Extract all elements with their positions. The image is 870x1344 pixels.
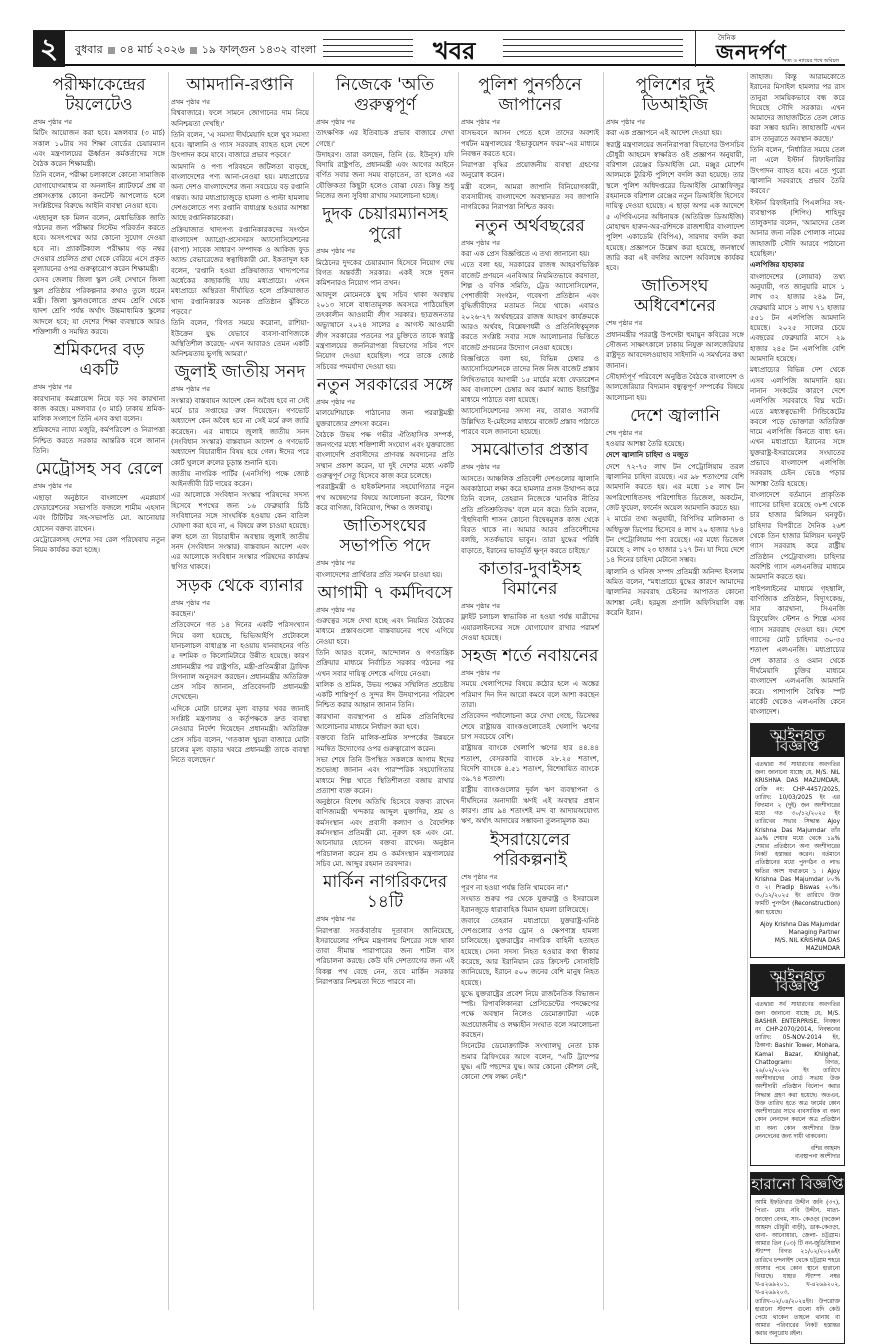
signature-line: ব্যবস্থাপনা অংশীদার (794, 1153, 840, 1160)
article-headline: পুলিশের দুই ডিআইজি (635, 75, 715, 115)
article-paragraph: মালয়েশিয়াকে পাঠানোর জন্য পররাষ্ট্রমন্ত্রী যুক্তরাজ্যের প্রশংসা করেন। (316, 409, 454, 428)
article-paragraph: সংস্কার) বাস্তবায়ন আদেশ কেন অবৈধ হবে না সেই মর্মে চার সপ্তাহের রুল দিয়েছেন। গণভোট অধ্যাদেশ কেন অবৈধ হবে না সেই মর্মে রুল জারি করেছেন। এর মাধ্যমে জুলাই জাতীয় সনদ (সংবিধান সংস্কার) বাস্তবায়ন আদেশ ও গণভোট অধ্যাদেশ বিচারাধীন বিষয় হয়ে গেল। ঈদের পরে কোর্ট খুললে রুলের চূড়ান্ত শুনানি হবে। (171, 396, 309, 467)
article-kicker: প্রথম পৃষ্ঠার পর (316, 397, 355, 406)
article-paragraph: ইস্টার্ন রিফাইনারি পিএলসির সহ-ব্যবস্থাপক (শিপিং) শাহিদুর তালুকদার বলেন, 'আমাদের তেল আনার জন্য নরিক পোলাক নামের জাহাজটি সৌদি আরবে পাঠানো হয়েছিল।' (750, 198, 845, 259)
article-paragraph: মিঠেনের দুদকের চেয়ারম্যান হিসেবে নিয়োগ দেয় বিগত অন্তর্বর্তী সরকার। একই সঙ্গে দুজন কমিশনারও নিয়োগ পান তখন। (316, 258, 454, 288)
article-paragraph: মালিক ও শ্রমিক, উভয় পক্ষের সম্মিলিত প্রচেষ্টায় একটি শান্তিপূর্ণ ও সুন্দর ঈদ উদযাপনের পরিবেশ নিশ্চিত করার আহ্বান জানান তিনি। (316, 680, 454, 710)
article-paragraph: এতে বলা হয়, সরকারের রাজস্ব আহরণভিত্তিক বাজেট প্রণয়নে এনবিআর নিয়মিতভাবে করদাতা, শিল্প ও বণিক সমিতি, ট্রেড অ্যাসোসিয়েশন, পেশাজীবী সংগঠন, গবেষণা প্রতিষ্ঠান এবং বুদ্ধিজীবীদের মতামত নিয়ে থাকে। এবারও ২০২৬-২৭ অর্থবছরের রাজস্ব আহরণ কার্যক্রমকে আরও অর্থবহ, বিশ্লেষণধর্মী ও প্রতিনিধিত্বমূলক করতে সংশ্লিষ্ট সবার সঙ্গে আলোচনার ভিত্তিতে বাজেট প্রণয়নের উদ্যোগ নেওয়া হয়েছে। (461, 261, 599, 352)
article-paragraph: বৈঠকে উভয় পক্ষ গভীর ঐতিহাসিক সম্পর্ক, জনগণের মধ্যে শক্তিশালী সংযোগ এবং যুক্তরাজ্যে বাংলাদেশি প্রবাসীদের প্রাণবন্ত অবদানের প্রতি সম্মান প্রকাশ করেন, যা দুই দেশের মধ্যে একটি গুরুত্বপূর্ণ সেতু হিসেবে কাজ করে চলেছে। (316, 430, 454, 481)
date-english: ০৪ মার্চ ২০২৬ (119, 43, 185, 56)
article-paragraph: পূরণ না হওয়া পর্যন্ত তিনি থামবেন না।" (461, 883, 569, 892)
article (606, 276, 744, 402)
article (316, 375, 454, 513)
article-paragraph: বাসভবনে আসন পেতে হলে তাদের অবশ্যই পর্যটন মন্ত্রণালয়ের 'ইভাকুয়েশন ফরম'-এর মাধ্যমে নিবন্ধন করতে হবে। (461, 129, 599, 158)
article (461, 440, 599, 556)
article-kicker: শেষ পৃষ্ঠার পর (606, 428, 643, 437)
decorative-rules (503, 39, 683, 57)
article-paragraph: শ্রমিকদের ন্যায্য মজুরি, কর্মপরিবেশ ও নিরাপত্তা নিশ্চিত করতে সরকার আন্তরিক বলে জানান তিনি। (33, 426, 165, 456)
column-6 (750, 72, 845, 1338)
article-paragraph: সিনেটের ডেমোক্র্যাটিক সংখ্যালঘু নেতা চাক শুমার ব্রিফিংয়ের আগে বলেন, "এটি ট্রাম্পের যুদ্ধ। এটি পছন্দের যুদ্ধ। আর কোনো কৌশল নেই, কোনো শেষ লক্ষ্য নেই।" (461, 1042, 599, 1082)
article-paragraph: তাৎক্ষণিক এর ইতিবাচক প্রভাব বাজারে দেখা গেছে।' (316, 129, 454, 148)
logo-small-text: দৈনিক (718, 34, 736, 42)
logo-tagline: সত্য ও ন্যায়ের পথে অবিচল (783, 58, 839, 64)
article-headline: পরীক্ষাকেন্দ্রের টয়লেটেও (52, 75, 146, 115)
separator-square-icon (190, 47, 197, 54)
article (461, 646, 599, 826)
article-kicker: প্রথম পৃষ্ঠার পর (171, 98, 210, 106)
article-paragraph: এছাড়া অনুষ্ঠানে বাংলাদেশ এমপ্লয়ার্স ফেডারেশনের সভাপতি ফজলে শামীম এহসান এবং টিটিটির সহ-সভাপতি মো. আনোয়ার হোসেন বক্তব্য রাখেন। (33, 493, 165, 533)
article-paragraph: করা এক প্রেস বিজ্ঞপ্তিতে এ তথ্য জানানো হয়। (461, 249, 590, 258)
notice-box (750, 723, 845, 957)
notice-title: আইনগত বিজ্ঞপ্তি (751, 965, 844, 998)
article (33, 75, 165, 337)
article-headline: মার্কিন নাগরিকদের ১৪টি (322, 872, 448, 913)
date-bangla: ১৯ ফাল্গুন ১৪৩২ বাংলা (201, 43, 317, 56)
article-paragraph: পররাষ্ট্রমন্ত্রী ও হাইকমিশনার সহযোগিতার নতুন পথ অন্বেষণের বিষয়ে আলোচনা করেন, বিশেষ করে বাণিজ্য, বিনিয়োগ, শিক্ষা ও জলবায়ু। (316, 483, 454, 512)
article (606, 406, 744, 618)
article (461, 559, 599, 643)
article-paragraph: তিনি বলেন, 'এ সমস্যা দীর্ঘমেয়াদি হলে খুব সমস্যা হবে। জ্বালানি ও গ্যাস সরবরাহ ব্যাহত হলে দেশে উৎপাদন কমে যাবে। বাজারে প্রভাব পড়বে।' (171, 130, 309, 160)
article-paragraph: তিনি বলেন, পরীক্ষা চলাকালে কোনো সামাজিক যোগাযোগমাধ্যম বা অনলাইন প্ল্যাটফর্মে প্রশ্ন বা প্রশ্নসংক্রান্ত কোনো কনটেন্ট আপলোড হলে সংশ্লিষ্টদের বিরুদ্ধে আইনি ব্যবস্থা নেওয়া হবে। (33, 171, 165, 211)
article-paragraph: দেশে ৭২-৭৫ লাখ টন পেট্রোলিয়াম তরল জ্বালানির চাহিদা রয়েছে। এর ৯৮ শতাংশের বেশি আমদানি করতে হয়। এর মধ্যে ১৫ লাখ টন অপরিশোধিতসহ পরিশোধিত ডিজেল, অকটেন, জেট ফুয়েল, ফার্নেস অয়েল আমদানি করতে হয়। (606, 462, 744, 512)
article-paragraph: প্রতিবেদনে গত ১৪ দিনের একটি পরিসংখ্যান দিয়ে বলা হয়েছে, ভিভিআইপি প্রটোকলে যানচলাচল বাধাগ্রস্ত না হওয়ায় যানবাহনের গতি ৫ দশমিক ৩ কিলোমিটারে উন্নীত হয়েছে। কারণ প্রধানমন্ত্রীর পর রাষ্ট্রপতি, মন্ত্রী-প্রতিমন্ত্রীরা ট্রাফিক সিগন্যাল অনুসরণ করছেন। প্রধানমন্ত্রীর অতিরিক্ত প্রেস সচিব জানান, প্রতিবেদনটি প্রধানমন্ত্রী দেখেছেন। (171, 621, 309, 702)
article-paragraph: আবদুল মোমেনকে যুগ্ম সচিব থাকা অবস্থায় ২০১৩ সালে বাধ্যতামূলক অবসরে পাঠিয়েছিল তৎকালীন আওয়ামী লীগ সরকার। ছাত্রজনতার অভ্যুত্থানে ২০২৪ সালের ৫ আগস্ট আওয়ামী লীগ সরকারের পতনের পর চুক্তিতে তাকে স্বরাষ্ট্র মন্ত্রণালয়ের জননিরাপত্তা বিভাগের সচিব পদে নিয়োগ দেওয়া হয়েছিল। পরে তাকে জ্যেষ্ঠ সচিবের পদমর্যাদা দেওয়া হয়। (316, 290, 454, 371)
article-headline: সহজ শর্তে নবায়নের (461, 646, 599, 667)
article-paragraph: আসতে। আঞ্চলিক প্রতিবেশী দেশগুলোর জ্বালানি অবকাঠামো লক্ষ্য করে হামলার প্রসঙ্গ উত্থাপন করে তিনি বলেন, তেহরান নিজেকে 'মানবিক নীতির প্রতি প্রতিশ্রুতিবদ্ধ' বলে মনে করে। তিনি বলেন, 'ইহুদিবাদী শাসন কোনো বিদ্বেষমূলক কাজ থেকে বিরত থাকে না। আমার আরব প্রতিবেশীদের বলছি, সতর্কভাবে ভাবুন। তারা যুদ্ধের পরিধি বাড়াতে, ইরানের ভাবমূর্তি ক্ষুণ্ন করতে চাইছে।' (461, 474, 599, 555)
article-paragraph: কারখানা ব্যবস্থাপনা ও শ্রমিক প্রতিনিধিদের আলোচনার মাধ্যমে নির্ধারণ করা হবে। (316, 712, 454, 732)
signature-line: বশির আহমদ (810, 1145, 840, 1152)
article-headline: দুদক চেয়ারম্যানসহ পুরো (322, 204, 448, 245)
column-1 (33, 72, 165, 1310)
article-kicker: প্রথম পৃষ্ঠার পর (461, 463, 500, 472)
article-paragraph: প্রতিবেদন পর্যালোচনা করে দেখা গেছে, ডিসেম্বর শেষে রাষ্ট্রায়ত্ত ব্যাংকগুলোতেই খেলাপি ঋণের চাপ সবচেয়ে বেশি। (461, 712, 599, 741)
article-paragraph: মিটিং আয়োজন করা হবে। মঙ্গলবার (৩ মার্চ) সকাল ১০টায় সব শিক্ষা বোর্ডের চেয়ারম্যান এবং মন্ত্রণালয়ের ঊর্ধ্বতন কর্মকর্তাদের সঙ্গে বৈঠক করেন শিক্ষামন্ত্রী। (33, 129, 165, 169)
article-kicker: প্রথম পৃষ্ঠার পর (461, 118, 500, 126)
article-paragraph: এদিকে মোটা চালের মূল্য বাড়ার খবর জানাই সংশ্লিষ্ট মন্ত্রণালয় ও কর্তৃপক্ষকে দ্রুত ব্যবস্থা নেওয়ার নির্দেশ দিয়েছেন প্রধানমন্ত্রী। অতিরিক্ত প্রেস সচিব বলেন, 'গতকাল খুচরা বাজারে মোটা চালের মূল্য বাড়ার খবরে প্রধানমন্ত্রী তাকে ব্যবস্থা নিতে বলেছেন।' (171, 704, 309, 765)
article-kicker: প্রথম পৃষ্ঠার পর (316, 605, 355, 614)
notice-signature (751, 921, 844, 957)
notice-box (750, 964, 845, 1166)
article-headline: পুলিশ পুনর্গঠনে জাপানের (478, 75, 582, 115)
article-paragraph: নিরাপত্তা বৃদ্ধির প্রয়োজনীয় ব্যবস্থা গ্রহণের অনুরোধ করেন। (461, 161, 599, 180)
article-headline: নতুন সরকারের সঙ্গে (316, 374, 454, 395)
notice-title: হারানো বিজ্ঞপ্তি (751, 1173, 844, 1195)
article-paragraph: উদাহরণ। তারা বলছেন, তিনি (ড. ইউনূস) যদি বিদায়ি রাষ্ট্রপতি, প্রধানমন্ত্রী এবং আগের আইনে বর্ণিত সবার জন্য সময় বাড়াতেন, তা হলেও এর যৌক্তিকতা কিছুটা হলেও বোঝা যেত। কিন্তু শুধু নিজের জন্য সুবিধা রাখায় সমালোচনা হচ্ছে। (316, 150, 454, 201)
article-paragraph: এহছানুল হক মিলন বলেন, মেধাভিত্তিক জাতি গঠনের জন্য পরীক্ষার সিস্টেম পরিবর্তন করতে হবে। অসৎপথের আর কোনো সুযোগ দেওয়া হবে না। প্র্যাকটিক্যাল পরীক্ষায় গড় নম্বর দেওয়ার প্রচলিত প্রথা থেকে বেরিয়ে এসে প্রকৃত মূল্যায়নের ওপর গুরুত্বারোপ করেন শিক্ষামন্ত্রী। (33, 213, 165, 274)
article-kicker: প্রথম পৃষ্ঠার পর (316, 247, 355, 256)
article-paragraph: রাষ্ট্রায়ত্ত ব্যাংকে খেলাপি ঋণের হার ৪৪.৪৪ শতাংশ, বেসরকারি ব্যাংকে ২৮.২৫ শতাংশ, বিদেশি ব্যাংকে ৪.৫১ শতাংশ, বিশেষায়িত ব্যাংকে ৩৯.৭৪ শতাংশ। (461, 744, 599, 784)
column-2 (171, 72, 309, 1310)
article-kicker: প্রথম পৃষ্ঠার পর (461, 238, 500, 247)
article-kicker: প্রথম পৃষ্ঠার পর (461, 669, 500, 678)
article-paragraph: প্রক্রিয়াজাত খাদ্যপণ্য রপ্তানিকারকদের সংগঠন বাংলাদেশ অ্যাগ্রো-প্রসেসরস অ্যাসোসিয়েশনের (বাপা) সাবেক সাধারণ সম্পাদক ও আকিজ ফুড অ্যান্ড বেভারেজের স্বত্বাধিকারী মো. ইকতাদুল হক বলেন, 'রপ্তানি হওয়া প্রক্রিয়াজাত খাদ্যপণ্যের অর্ধেকের কাছাকাছি যায় মধ্যপ্রাচ্যে। এখন মধ্যপ্রাচ্যে অস্থিরতা দীর্ঘায়িত হলে প্রক্রিয়াজাত খাদ্য রপ্তানিকারক অনেক প্রতিষ্ঠান ঝুঁকিতে পড়বে।' (171, 225, 309, 316)
section-title: খবর (433, 36, 476, 65)
article-kicker: প্রথম পৃষ্ঠার পর (316, 118, 355, 126)
column-3 (316, 72, 454, 1310)
column-5 (606, 72, 744, 1310)
columns (33, 72, 845, 1338)
notice-body: আমি ইফতিখার উদ্দীন জনি (৩৭), পিতা- মোঃ নবি উদ্দীন, মাতা- জাহেদা বেগম, সাং- কেওড়া (ফজেল আহমদ চৌধুরী বাড়ী), ডাক-কেওড়া, থানা- আনোয়ারা, জেলা- চট্টগ্রাম। আমার তিন (০৩) টি নন-জুডিসিয়াল স্ট্যাম্প বিগত ২১/০২/২০২৬ইং তারিখে চন্দনাইশ থেকে চট্টগ্রাম শহরে আসার পথে কোন স্থানে হারানো গিয়াছে। যাহার স্ট্যাম্প নম্বর খ-৪২৬৯২০১, খ-৪২৬৯২০২, খ-৪২৬৯২০৩, তারিখ-০২/০৪/২০২৪ইং। উপরোক্ত হারানো স্ট্যাম্প গুলো যদি কেউ পেয়ে থাকেন তাহলে থানায় বা আমার পরিবারের নিকট হস্তান্তর করার অনুরোধ রইল। (755, 1200, 840, 1338)
article-kicker: প্রথম পৃষ্ঠার পর (461, 601, 500, 610)
article-paragraph: হওয়ার আশঙ্কা তৈরি হয়েছে। (606, 440, 685, 449)
article-headline: আগামী ৭ কর্মদিবসে (317, 582, 453, 603)
article-headline: জুলাই জাতীয় সনদ (174, 362, 306, 383)
article-kicker: প্রথম পৃষ্ঠার পর (316, 559, 355, 568)
article-kicker: শেষ পৃষ্ঠার পর (606, 319, 643, 328)
article-paragraph: তিনি বলেন, 'নির্ধারিত সময়ে তেল না এলে ইস্টার্ন রিফাইনারির উৎপাদন ব্যাহত হবে। এতে পুরো জ্বালানি সরবরাহে প্রভাব তৈরি করবে।' (750, 146, 845, 196)
article-headline: কাতার-দুবাইসহ বিমানের (479, 558, 581, 599)
article (171, 75, 309, 359)
signature-line: Managing Partner (788, 929, 840, 936)
article-paragraph: মধ্যপ্রাচ্যের বিভিন্ন দেশ থেকে এসব এলপিজি আমদানি হয়। নানান সংকটের কারণে দেশে এলপিজি সরবরাহে বিঘ্ন ঘটে। এতে মধ্যস্বত্বভোগী সিন্ডিকেটের কবলে পড়ে ভোক্তারা অতিরিক্ত দামে এলপিজি কিনতে বাধ্য হন। এখন মধ্যপ্রাচ্যে ইরানের সঙ্গে যুক্তরাষ্ট্র-ইসরায়েলের সংঘাতের প্রভাবে বাংলাদেশ এলপিজি সরবরাহ চেইন ভেঙে পড়ার আশঙ্কা তৈরি হয়েছে। (750, 366, 845, 488)
article-kicker: প্রথম পৃষ্ঠার পর (171, 385, 210, 394)
article-paragraph: জাতীয় নাগরিক পার্টির (এনসিপি) পক্ষে জ্যেষ্ঠ আইনজীবী রিট দায়ের করেন। (171, 469, 309, 489)
article-kicker: প্রথম পৃষ্ঠার পর (33, 482, 72, 491)
article-subhead: এলপিজির হাহাকার (750, 261, 805, 270)
dateline (75, 41, 316, 60)
article-paragraph: রাষ্ট্রীয় ব্যাংকগুলোর দুর্বল ঋণ ব্যবস্থাপনা ও দীর্ঘদিনের অনাদায়ী ঋণই এই অবস্থার প্রধান কারণ। প্রায় ৯৪ শতাংশই মন্দ বা আদায়অযোগ্য ঋণ, অর্থাৎ আদায়ের সম্ভাবনা তুলনামূলক কম। (461, 786, 599, 826)
article-headline: জাতিসংঘের সভাপতি পদে (339, 516, 431, 557)
newspaper-page (33, 30, 845, 1338)
article-paragraph: স্বরাষ্ট্র মন্ত্রণালয়ের জননিরাপত্তা বিভাগের উপসচিব চৌধুরী আহমেদ স্বাক্ষরিত ওই প্রজ্ঞাপন অনুযায়ী, বরিশাল রেঞ্জের ডিআইজি মো. মঞ্জুর মোর্শেদ আলমকে ট্যুরিস্ট পুলিশে বদলি করা হয়েছে। তার স্থলে পুলিশ অধিদপ্তরের ডিআইজি মোস্তাফিজুর রহমানকে বরিশাল রেঞ্জের নতুন ডিআইজি হিসেবে দায়িত্ব দেওয়া হয়েছে। এ ছাড়া অপর এক আদেশে ৫ এপিবিএনের অধিনায়ক (অতিরিক্ত ডিআইজি) মোহাম্মদ হারুন-অর-রশিদকে রাজশাহীর বাংলাদেশ পুলিশ একাডেমি (বিপিএ), সারদায় বদলি করা হয়েছে। প্রজ্ঞাপনে উল্লেখ করা হয়েছে, জনস্বার্থে জারি করা এই বদলির আদেশ অবিলম্বে কার্যকর হবে। (606, 140, 744, 273)
article-kicker: প্রথম পৃষ্ঠার পর (33, 383, 72, 392)
article-headline: সড়ক থেকে ব্যানার (176, 575, 304, 596)
notice-box (750, 1172, 845, 1344)
article-paragraph: নিরাপত্তা সতর্কবার্তায় দূতাবাস জানিয়েছে, ইসরায়েলের পশ্চিম মন্ত্রণালয় মিশরের সঙ্গে থাকা তাবা সীমান্ত পারাপারের জন্য শাটল বাস পরিচালনা করছে। কেউ যদি দেশত্যাগের জন্য এই বিকল্প পথ বেছে নেন, তবে মার্কিন সরকার নিরাপত্তার নিশ্চয়তা দিতে পারবে না। (316, 926, 454, 986)
article-paragraph: অ্যাসোসিয়েশনের সদস্য নয়, তারাও সরাসরি উল্লিখিত ই-মেইলের মাধ্যমে বাজেট প্রস্তাব পাঠাতে পারবে বলে জানানো হয়েছে। (461, 407, 600, 437)
article-paragraph: ২ মার্চের তথ্য অনুযায়ী, বিপিসির মালিকানা ও অধিভুক্ত ডিপোর হিসেবে ৪ লাখ ২০ হাজার ৭৮৪ টন পেট্রোলিয়াম পণ্য রয়েছে। এর মধ্যে ডিজেল রয়েছে ২ লাখ ২৩ হাজার ১২৭ টন। যা দিয়ে দেশে ১৪ দিনের চাহিদা মেটানো সম্ভব। (606, 515, 744, 565)
article-paragraph: জ্বালানি ও খনিজ সম্পদ প্রতিমন্ত্রী অনিন্দ্য ইসলাম অমিত বলেন, "মধ্যপ্রাচ্যে যুদ্ধের কারণে আমাদের জ্বালানির সরবরাহ চেইনের আপাতত কোনো আশঙ্কা নেই। হরমুজ প্রণালি অফিসিয়ালি বন্ধ করেনি ইরান। (606, 567, 744, 617)
article (171, 362, 309, 572)
article-paragraph: জাহাজ। কিন্তু আরামকোতে ইরানের মিসাইল হামলার পর রাস তানুরা সাময়িকভাবে বন্ধ করে দিয়েছে সৌদি সরকার। এখন আমাদের জাহাজটিতে তেল লোড করা সম্ভব হয়নি। জাহাজটি এখন রাস তানুরাতে অবস্থান করছে।' (750, 73, 845, 143)
article-paragraph: মেট্রোরেলসহ দেশের সব রেল পরিষেবায় নতুন নিয়ম কার্যকর করা হচ্ছে। (33, 535, 165, 555)
article-paragraph: যুদ্ধে যুক্তরাষ্ট্রের প্রবেশ নিয়ে রাজনৈতিক বিভাজন স্পষ্ট। রিপাবলিকানরা প্রেসিডেন্টের পদক্ষেপের পক্ষে অবস্থান নিলেও ডেমোক্র্যাটরা একে অপ্রয়োজনীয় ও লক্ষ্যহীন সংঘাত বলে সমালোচনা করছেন। (461, 989, 599, 1040)
article-subhead: দেশে জ্বালানি চাহিদা ও মজুত (606, 451, 689, 460)
newspaper-logo (695, 31, 845, 67)
article-kicker: প্রথম পৃষ্ঠার পর (33, 118, 72, 126)
page-number: ২ (33, 31, 65, 67)
article-paragraph: বাংলাদেশের (লোয়াব) তথ্য অনুযায়ী, গত জানুয়ারি মাসে ১ লাখ ৩২ হাজার ২৪৯ টন, ফেব্রুয়ারি মাসে ১ লাখ ৭১ হাজার ৫৫১ টন এলপিজি আমদানি হয়েছে। ২০২৫ সালের চেয়ে এবছরের ফেব্রুয়ারি মাসে ২৯ হাজার ২৪৫ টন এলপিজি বেশি আমদানি হয়েছে। (750, 272, 845, 364)
article-paragraph: সভা শেষে তিনি উপস্থিত সকলকে আগাম ঈদের শুভেচ্ছা জানান এবং পারস্পরিক সহযোগিতার মাধ্যমে শিল্প খাতে স্থিতিশীলতা বজায় রাখার প্রত্যাশা ব্যক্ত করেন। (316, 755, 454, 795)
article-paragraph: করছেন।' (171, 610, 196, 619)
article-paragraph: বাংলাদেশে বর্তমানে প্রাকৃতিক গ্যাসের চাহিদা রয়েছে ৩৮শ থেকে চার হাজার মিলিয়ন ঘনফুট। চাহিদার বিপরীতে দৈনিক ২৬শ থেকে তিন হাজার মিলিয়ন ঘনফুট গ্যাস সরবরাহ করে রাষ্ট্রীয় প্রতিষ্ঠান পেট্রোবাংলা। চাহিদার অবশিষ্ট গ্যাস এলএনজির মাধ্যমে আমদানি করতে হয়। (750, 490, 845, 582)
article (750, 72, 845, 717)
article-headline: আমদানি-রপ্তানি (186, 75, 294, 95)
article-paragraph: জবাবে তেহরান মধ্যপ্রাচ্যে যুক্তরাষ্ট্র-ঘনিষ্ঠ দেশগুলোর ওপর ড্রোন ও ক্ষেপণাস্ত্র হামলা চালিয়েছে। যুক্তরাষ্ট্রের নাগরিক বাহিনী হতাহত হয়েছে। সেনা সদস্য নিহত হওয়ার কথা স্বীকার করেছে, আর ইরানিয়ান রেড ক্রিসেন্ট সোসাইটি জানিয়েছে, ইরানে ৫০০ জনের বেশি মানুষ নিহত হয়েছে। (461, 916, 599, 987)
article (606, 75, 744, 273)
notice-body: এতদ্বারা সর্ব সাধারণের অবগতির জন্য জানানো যাচ্ছে যে, M/S. NIL KRISHNA DAS MAZUMDAR, রেজি নং: CHP-4457/2025, তারিখ: 10/03/2025 ইং এর বিদ্যমান ২ (দুই) জন অংশীদারের মধ্যে গত ৩০/১২/২০২৫ ইং তারিখের সভার সিদ্ধান্ত Ajoy Krishna Das Majumdar তাঁর ৯৯% শেয়ার মধ্যে থেকে ১৯% শেয়ার প্রতিষ্ঠানে অন্য অংশীদারের নিকট হস্তান্তর করেন। বর্তমানে প্রতিষ্ঠানের মধ্যে পুনর্গঠন ও লাভ ক্ষতির অংশ যথাক্রমে ১ । Ajoy Krishna Das Majumdar ৮০% ও ২। Pradip Biswas ২০%। ৩০/১২/২০২৫ ইং তারিখে উক্ত ফার্মটি পুনর্গঠন (Reconstruction) করা হয়েছে। (755, 762, 840, 916)
article-paragraph: পাইপলাইনের মাধ্যমে গৃহস্থালি, বাণিজ্যিক প্রতিষ্ঠান, বিদ্যুৎকেন্দ্র, সার কারখানা, সিএনজি রিফুয়েলিং স্টেশন ও শিল্পে এসব গ্যাস সরবরাহ দেওয়া হয়। দেশে গ্যাসের মোট চাহিদার ৩০-৩৫ শতাংশ এলএনজি। মধ্যপ্রাচ্যের দেশ কাতার ও ওমান থেকে দীর্ঘমেয়াদি চুক্তির মাধ্যমে বাংলাদেশ এলএনজি আমদানি করে। পাশাপাশি বৈশ্বিক স্পট মার্কেট থেকেও এলএনজি কেনে বাংলাদেশ। (750, 584, 845, 717)
article-paragraph: বাংলাদেশের প্রার্থিতার প্রতি সমর্থন চাওয়া হয়। (316, 570, 443, 579)
article-paragraph: বিজ্ঞপ্তিতে বলা হয়, বিভিন্ন চেম্বার ও অ্যাসোসিয়েশনকে তাদের নিজ নিজ বাজেট প্রস্তাব লিখিতভাবে আগামী ১৫ মার্চের মধ্যে ফেডারেশন অব বাংলাদেশ চেম্বার অব কমার্স অ্যান্ড ইন্ডাস্ট্রির মাধ্যমে পাঠাতে বলা হয়েছে। (461, 354, 599, 405)
article (316, 583, 454, 869)
article (316, 516, 454, 580)
article-kicker: প্রথম পৃষ্ঠার পর (316, 915, 355, 924)
article-paragraph: সৌহার্দ্যপূর্ণ পরিবেশে অনুষ্ঠিত বৈঠকে বাংলাদেশ ও আলজেরিয়ার বিদ্যমান বন্ধুত্বপূর্ণ সম্পর্কের বিষয়ে আলোচনা হয়। (606, 372, 744, 402)
article-paragraph: এর আলোকে সংবিধান সংস্কার পরিষদের সদস্য হিসেবে শপথের জন্য ১৬ ফেব্রুয়ারি চিঠি সংবিধানের সঙ্গে সাংঘর্ষিক হওয়ায় কেন বাতিল ঘোষণা করা হবে না, এ বিষয়ে রুল চাওয়া হয়েছে। রুল হলে তা বিচারাধীন অবস্থায় জুলাই জাতীয় সনদ (সংবিধান সংস্কার) বাস্তবায়ন আদেশ এবং এর আলোকে সংবিধান সংস্কার পরিষদের কার্যক্রম স্থগিত থাকবে। (171, 491, 309, 572)
article-headline: জাতিসংঘ অধিবেশনের (634, 276, 716, 317)
logo-name: জনদর্পণ (716, 40, 788, 64)
article (461, 216, 599, 438)
article-kicker: প্রথম পৃষ্ঠার পর (606, 118, 645, 126)
notice-body: এতদ্বারা সর্ব সাধারণের অবগতির জন্য জানানো যাচ্ছে যে, M/S. BASHIR ENTERPRISE, নিবন্ধন নং CHP-2070/2014, নিবন্ধনের তারিখ: 05-NOV-2014 ইং, ঠিকানা: Bashir Tower, Mohara, Kamal Bazar, Khilghat, Chattogram। বিগত, ২৬/০২/২০২৬ ইং তারিখে অংশীদারদের বোর্ড সভায় উক্ত অংশীদারী প্রতিষ্ঠান বিলোপ করার সিদ্ধান্ত গ্রহণ করা হয়েছে। অতএব, উক্ত তারিখ হতে অত্র ফার্মের কোন অংশীদারের সাথে ব্যবসায়িক বা অন্য কোন লেনদেন করলে অত্র প্রতিষ্ঠান বা অন্য কোন অংশীদার উক্ত লেনদেনের জন্য দায়ী থাকবেনা। (755, 1002, 840, 1140)
article (316, 204, 454, 372)
decorative-rules (323, 39, 413, 57)
weekday: বুধবার (75, 43, 103, 56)
article-paragraph: প্রধানমন্ত্রীর পররাষ্ট্র উপদেষ্টা হুমায়ুন কবিরের সঙ্গে সৌজন্য সাক্ষাৎকালে ঢাকায় নিযুক্ত আলজেরিয়ার রাষ্ট্রদূত আবদেলওয়াহাব সাইদানি এ সমর্থনের কথা জানান। (606, 330, 744, 370)
article-headline: নতুন অর্থবছরের (475, 215, 585, 236)
article (33, 459, 165, 555)
article-paragraph: অনুষ্ঠানে বিশেষ অতিথি হিসেবে বক্তব্য রাখেন বাণিজ্যমন্ত্রী খন্দকার আব্দুল মুক্তাদির, শ্রম ও কর্মসংস্থান এবং প্রবাসী কল্যাণ ও বৈদেশিক কর্মসংস্থান প্রতিমন্ত্রী মো. নূরুল হক এবং মো. আনোয়ার হোসেন বক্তব্য রাখেন। অনুষ্ঠান পরিচালনা করেন শ্রম ও কর্মসংস্থান মন্ত্রণালয়ের সচিব মো. আব্দুর রহমান তরফদার। (316, 798, 454, 868)
article-paragraph: সংঘাত শুরুর পর থেকে যুক্তরাষ্ট্র ও ইসরায়েল ইরানজুড়ে ধারাবাহিক বিমান হামলা চালিয়েছে। (461, 895, 599, 914)
article-paragraph: আমদানি ও পণ্য পরিবহনে জটিলতা বাড়ছে, বাংলাদেশের পণ্য আনা-নেওয়া হয়। মধ্যপ্রাচ্যের অন্য দেশও বাংলাদেশের জন্য সবচেয়ে বড় রপ্তানি গন্তব্য। আর মধ্যপ্রাচ্যজুড়ে হামলা ও পাল্টা হামলায় দেশগুলোতে পণ্য রপ্তানি বাধাগ্রস্ত হওয়ার আশঙ্কা আছে রপ্তানিকারকেরা। (171, 162, 309, 223)
article-kicker: প্রথম পৃষ্ঠার পর (171, 598, 210, 607)
article-paragraph: গুরুত্বের সঙ্গে দেখা হচ্ছে এবং নিয়মিত বৈঠকের মাধ্যমে প্রস্তাবগুলো বাস্তবায়নের পথে এগিয়ে নেওয়া হবে। (316, 617, 454, 646)
article-kicker: শেষ পৃষ্ঠার পর (461, 872, 498, 881)
article-headline: দেশে জ্বালানি (630, 405, 720, 426)
article-paragraph: যেসব জেলায় জিলা স্কুল নেই সেখানে জিলা স্কুল প্রতিষ্ঠার পরিকল্পনার কথাও তুলে ধরেন মন্ত্রী। জিলা স্কুলগুলোতে প্রথম শ্রেণি থেকে দ্বাদশ শ্রেণি পর্যন্ত অর্থাৎ উচ্চমাধ্যমিক স্কুলের আদলে হবে; যা দেশের শিক্ষা ব্যবস্থাকে আরও শক্তিশালী ও সমন্বিত করবে। (33, 276, 165, 336)
article-headline: শ্রমিকদের বড় একটি (53, 340, 145, 381)
article-headline: নিজেকে 'অতি গুরুত্বপূর্ণ (335, 75, 435, 115)
article-paragraph: তিনি বলেন, 'বিগত সময়ে করোনা, রাশিয়া-ইউক্রেন যুদ্ধ যেভাবে ব্যবসা-বাণিজ্যকে অস্থিতিশীল করেছে- এখন আবারও তেমন একটি অনিশ্চয়তায় ভুগছি আমরা।' (171, 319, 309, 359)
notice-signature (751, 1145, 844, 1165)
article-paragraph: কারখানায় কমপ্লায়েন্স নিয়ে বড় সব কারখানা কাজ করছে। মঙ্গলবার (৩ মার্চ) ঢাকায় শ্রমিক-মালিক সংলাপে তিনি এসব কথা বলেন। (33, 394, 165, 424)
article-paragraph: বক্তব্যে তিনি মালিক-শ্রমিক সম্পর্কের উন্নয়নে সমন্বিত উদ্যোগের ওপর গুরুত্বারোপ করেন। (316, 734, 454, 753)
article (316, 872, 454, 987)
article (33, 340, 165, 456)
separator-square-icon (108, 47, 115, 54)
article-paragraph: ফ্লাইট চলাচল স্বাভাবিক না হওয়া পর্যন্ত যাত্রীদের এয়ারলাইনসের সঙ্গে যোগাযোগ রাখার পরামর্শ দেওয়া হয়েছে। (461, 613, 599, 642)
article-headline: ইসরায়েলের পরিকল্পনাই (489, 829, 571, 870)
article-headline: সমঝোতার প্রস্তাব (471, 440, 589, 461)
masthead (33, 30, 845, 66)
article-paragraph: তিনি আরও বলেন, আন্দোলন ও গণতান্ত্রিক প্রক্রিয়ার মাধ্যমে নির্বাচিত সরকার গঠনের পর এখন সবার দায়িত্ব দেশকে এগিয়ে নেওয়া। (316, 648, 454, 678)
article-paragraph: মন্ত্রী বলেন, আমরা জাপানি বিনিয়োগকারী, ব্যবসায়ীসহ বাংলাদেশে অবস্থানরত সব জাপানি নাগরিকের নিরাপত্তা নিশ্চিত করব। (461, 182, 599, 212)
notice-title: আইনগত বিজ্ঞপ্তি (751, 724, 844, 757)
signature-line: Ajoy Krishna Das Majumdar (760, 921, 840, 928)
article (461, 830, 599, 1083)
article (316, 75, 454, 201)
article-paragraph: করা এক প্রজ্ঞাপনে এই আদেশ দেওয়া হয়। (606, 129, 722, 138)
column-4 (461, 72, 599, 1310)
article-paragraph: সময়ে খেলাপিদের বিষয়ে কঠোর হলে এ অঙ্কের পরিমাণ দিন দিন আরো কমবে বলে আশা করছেন তারা। (461, 680, 599, 710)
article (461, 75, 599, 213)
article (171, 576, 309, 766)
article-headline: মেট্রোসহ সব রেলে (35, 459, 163, 480)
article-paragraph: বিশ্ববাজারে। ফলে সামনে জোগানের দাম নিয়ে অনিশ্চয়তা দেখছি।' (171, 109, 309, 128)
signature-line: M/S. NIL KRISHNA DAS MAZUMDAR (774, 937, 840, 952)
